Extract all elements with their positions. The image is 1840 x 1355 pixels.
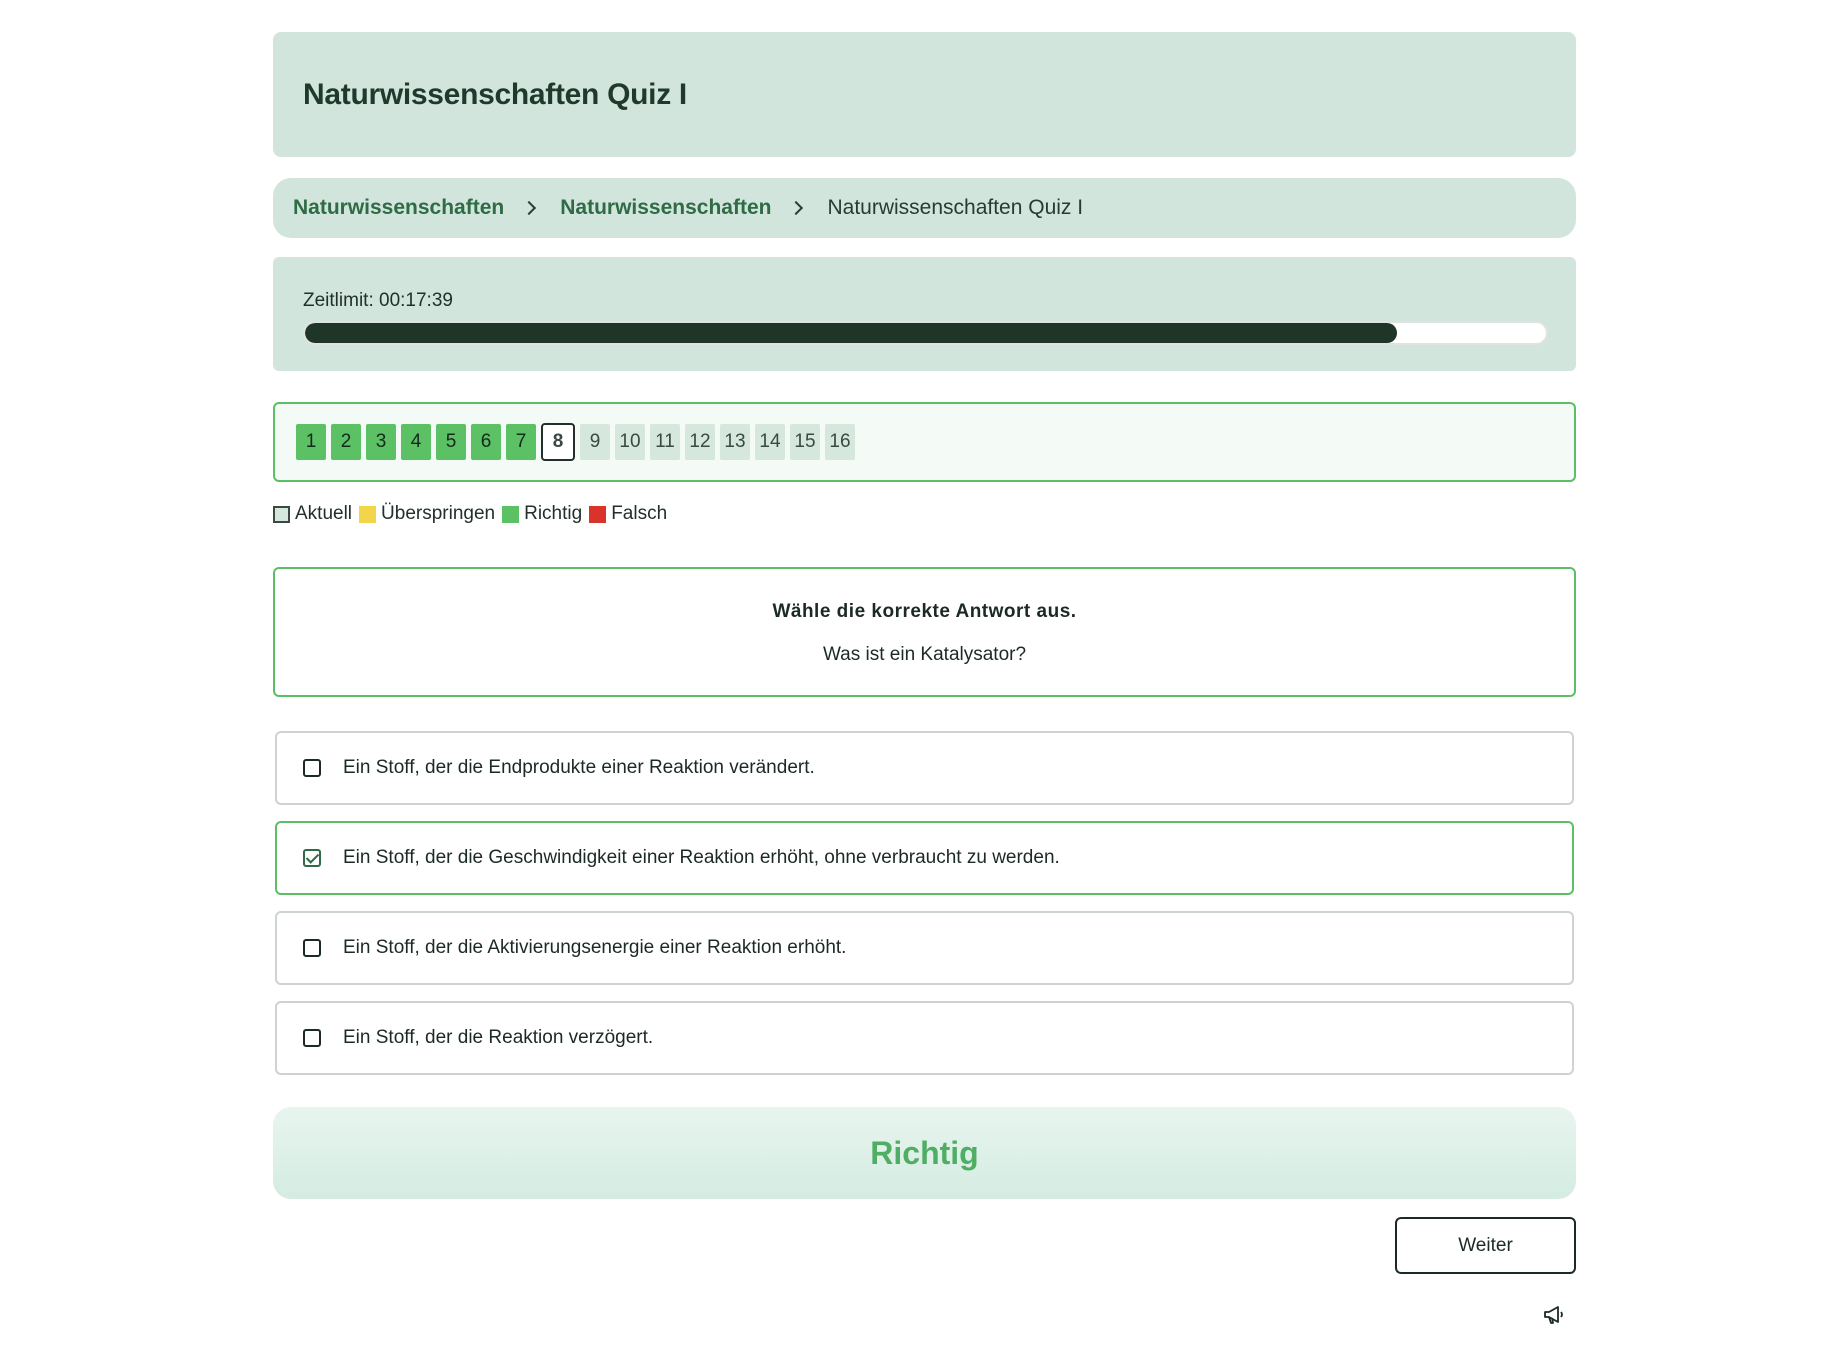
legend-item bbox=[589, 503, 667, 525]
checkbox-icon[interactable] bbox=[303, 1029, 321, 1047]
question-nav-button[interactable]: 14 bbox=[755, 424, 785, 460]
answer-list bbox=[273, 731, 1576, 1075]
result-banner bbox=[273, 1107, 1576, 1199]
checkbox-icon[interactable] bbox=[303, 939, 321, 957]
question-instruction: Wähle die korrekte Antwort aus. bbox=[772, 601, 1077, 622]
quiz-container bbox=[273, 32, 1576, 1331]
status-legend bbox=[273, 503, 1576, 525]
answer-option[interactable] bbox=[275, 821, 1574, 895]
legend-label: Richtig bbox=[524, 503, 583, 524]
title-card bbox=[273, 32, 1576, 157]
question-nav-button[interactable]: 9 bbox=[580, 424, 610, 460]
legend-item bbox=[273, 503, 352, 525]
answer-text: Ein Stoff, der die Endprodukte einer Reaktion verändert. bbox=[343, 757, 815, 778]
answer-option[interactable] bbox=[275, 911, 1574, 985]
breadcrumb-current: Naturwissenschaften Quiz I bbox=[827, 196, 1084, 219]
question-nav-button[interactable]: 6 bbox=[471, 424, 501, 460]
breadcrumb bbox=[273, 178, 1576, 238]
question-text: Was ist ein Katalysator? bbox=[822, 644, 1027, 665]
legend-label: Falsch bbox=[611, 503, 668, 524]
checkbox-icon[interactable] bbox=[303, 759, 321, 777]
legend-item bbox=[359, 503, 495, 525]
question-nav-button[interactable]: 7 bbox=[506, 424, 536, 460]
legend-swatch bbox=[502, 506, 519, 523]
result-label: Richtig bbox=[870, 1134, 979, 1171]
breadcrumb-link-1[interactable]: Naturwissenschaften bbox=[293, 196, 505, 219]
legend-swatch bbox=[359, 506, 376, 523]
time-limit-label: Zeitlimit: 00:17:39 bbox=[303, 290, 453, 311]
question-navigation bbox=[273, 402, 1576, 482]
next-button[interactable]: Weiter bbox=[1395, 1217, 1576, 1274]
legend-item bbox=[502, 503, 582, 525]
legend-label: Aktuell bbox=[295, 503, 353, 524]
question-nav-button[interactable]: 3 bbox=[366, 424, 396, 460]
question-nav-button[interactable]: 16 bbox=[825, 424, 855, 460]
question-nav-button[interactable]: 11 bbox=[650, 424, 680, 460]
time-progress-fill bbox=[305, 323, 1397, 343]
time-progress-bar bbox=[303, 321, 1548, 345]
question-card bbox=[273, 567, 1576, 697]
report-row bbox=[273, 1304, 1576, 1331]
page-title: Naturwissenschaften Quiz I bbox=[303, 77, 687, 111]
checkbox-checked-icon[interactable] bbox=[303, 849, 321, 867]
chevron-right-icon bbox=[789, 201, 803, 215]
chevron-right-icon bbox=[522, 201, 536, 215]
question-nav-button[interactable]: 13 bbox=[720, 424, 750, 460]
answer-option[interactable] bbox=[275, 1001, 1574, 1075]
answer-option[interactable] bbox=[275, 731, 1574, 805]
megaphone-icon[interactable] bbox=[1542, 1304, 1566, 1331]
question-nav-button[interactable]: 5 bbox=[436, 424, 466, 460]
answer-text: Ein Stoff, der die Geschwindigkeit einer Reaktion erhöht, ohne verbraucht zu werden. bbox=[343, 847, 1060, 868]
question-nav-button[interactable]: 2 bbox=[331, 424, 361, 460]
breadcrumb-link-2[interactable]: Naturwissenschaften bbox=[560, 196, 772, 219]
question-nav-button[interactable]: 15 bbox=[790, 424, 820, 460]
question-nav-button[interactable]: 10 bbox=[615, 424, 645, 460]
legend-swatch bbox=[589, 506, 606, 523]
timer-card bbox=[273, 257, 1576, 371]
question-nav-button[interactable]: 4 bbox=[401, 424, 431, 460]
legend-swatch bbox=[273, 506, 290, 523]
legend-label: Überspringen bbox=[381, 503, 496, 524]
actions-row bbox=[273, 1217, 1576, 1274]
answer-text: Ein Stoff, der die Aktivierungsenergie einer Reaktion erhöht. bbox=[343, 937, 847, 958]
answer-text: Ein Stoff, der die Reaktion verzögert. bbox=[343, 1027, 654, 1048]
question-nav-button[interactable]: 1 bbox=[296, 424, 326, 460]
question-nav-button[interactable]: 8 bbox=[541, 423, 575, 461]
question-nav-button[interactable]: 12 bbox=[685, 424, 715, 460]
